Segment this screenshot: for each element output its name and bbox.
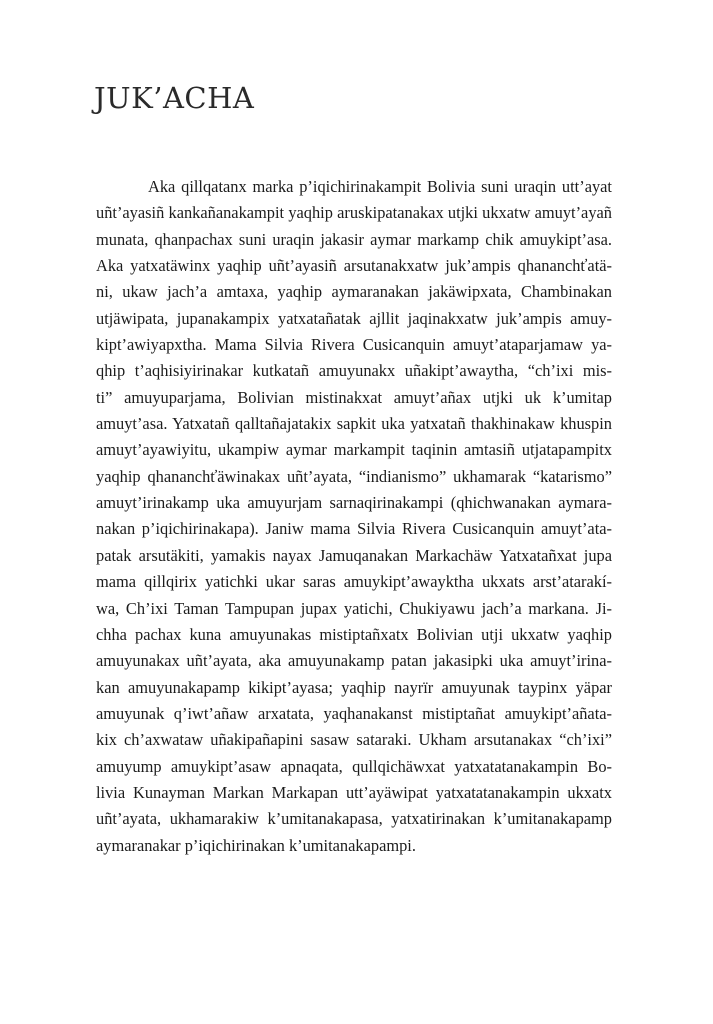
paragraph-line: wa, Ch’ixi Taman Tampupan jupax yatichi, Chukiyawu jach’a markana. Ji- <box>96 598 612 618</box>
paragraph-line: chha pachax kuna amuyunakas mistiptañxatx Bolivian utji ukxatw yaqhip <box>96 624 612 644</box>
paragraph-line: kan amuyunakapamp kikipt’ayasa; yaqhip nayrïr amuyunak taypinx yäpar <box>96 677 612 697</box>
paragraph-line: kix ch’axwataw uñakipañapini sasaw sataraki. Ukham arsutanakax “ch’ixi” <box>96 730 612 750</box>
paragraph-line: amuyump amuykipt’asaw apnaqata, qullqichäwxat yatxatatanakampin Bo- <box>96 756 612 776</box>
paragraph-line: qhip t’aqhisiyirinakar kutkatañ amuyunakx uñakipt’awaytha, “ch’ixi mis- <box>96 361 612 381</box>
paragraph-line: amuyt’ayawiyitu, ukampiw aymar markampit taqinin amtasiñ utjatapampitx <box>96 440 612 460</box>
paragraph-line: Aka yatxatäwinx yaqhip uñt’ayasiñ arsutanakxatw juk’ampis qhananchťatä- <box>96 256 612 276</box>
paragraph-line: uñt’ayata, ukhamarakiw k’umitanakapasa, yatxatirinakan k’umitanakapamp <box>96 809 612 829</box>
paragraph-line: amuyt’asa. Yatxatañ qalltañajatakix sapkit uka yatxatañ thakhinakaw khuspin <box>96 414 612 434</box>
paragraph-line: munata, qhanpachax suni uraqin jakasir aymar markamp chik amuykipt’asa. <box>96 229 612 249</box>
paragraph-line: mama qillqirix yatichki ukar saras amuykipt’awayktha ukxats arst’atarakí- <box>96 572 612 592</box>
paragraph-line: amuyunak q’iwt’añaw arxatata, yaqhanakanst mistiptañat amuykipt’añata- <box>96 703 612 723</box>
paragraph-line: nakan p’iqichirinakapa). Janiw mama Silvia Rivera Cusicanquin amuyt’ata- <box>96 519 612 539</box>
paragraph-line: patak arsutäkiti, yamakis nayax Jamuqanakan Markachäw Yatxatañxat jupa <box>96 545 612 565</box>
paragraph-line: ti” amuyuparjama, Bolivian mistinakxat amuyt’añax utjki uk k’umitap <box>96 387 612 407</box>
paragraph-line: Aka qillqatanx marka p’iqichirinakampit Bolivia suni uraqin utt’ayat <box>148 177 612 196</box>
paragraph-line: yaqhip qhananchťäwinakax uñt’ayata, “indianismo” ukhamarak “katarismo” <box>96 466 612 486</box>
paragraph-line: utjäwipata, jupanakampix yatxatañatak ajllit jaqinakxatw juk’ampis amuy- <box>96 308 612 328</box>
body-paragraph <box>96 174 612 859</box>
chapter-heading: JUK’ACHA <box>94 81 255 115</box>
paragraph-line: ni, ukaw jach’a amtaxa, yaqhip aymaranakan jakäwipxata, Chambinakan <box>96 282 612 302</box>
paragraph-line: amuyunakax uñt’ayata, aka amuyunakamp patan jakasipki uka amuyt’irina- <box>96 651 612 671</box>
paragraph-line: kipt’awiyapxtha. Mama Silvia Rivera Cusicanquin amuyt’ataparjamaw ya- <box>96 335 612 355</box>
paragraph-line: amuyt’irinakamp uka amuyurjam sarnaqirinakampi (qhichwanakan aymara- <box>96 493 612 513</box>
paragraph-line: uñt’ayasiñ kankañanakampit yaqhip aruskipatanakax utjki ukxatw amuyt’ayañ <box>96 203 612 223</box>
paragraph-line: livia Kunayman Markan Markapan utt’ayäwipat yatxatatanakampin ukxatx <box>96 782 612 802</box>
paragraph-line: aymaranakar p’iqichirinakan k’umitanakapampi. <box>96 835 416 855</box>
